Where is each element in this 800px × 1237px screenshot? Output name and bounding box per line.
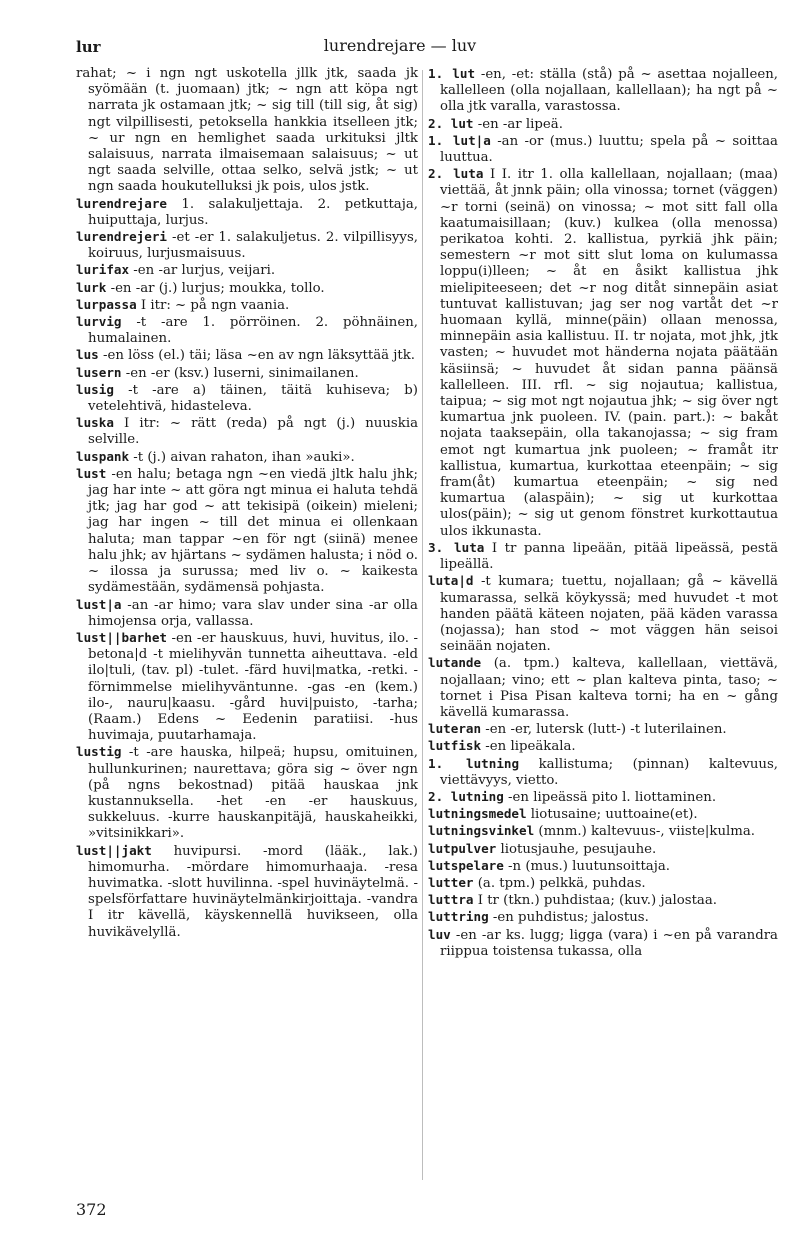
entry-headword: lutningsmedel: [428, 806, 527, 822]
entry-headword: lustig: [76, 744, 122, 760]
entry-headword: lutfisk: [428, 738, 482, 754]
entry-definition: (a. tpm.) kalteva, kallellaan, viettävä, nojallaan; vino; ett ~ plan kalteva pinta, taso; ~ tornet i Pisa Pisan kalteva torni; ha en ~ gång kävellä kumarassa.: [440, 656, 778, 720]
dictionary-entry: [76, 314, 418, 347]
right-column: [428, 66, 778, 960]
dictionary-entry: [428, 927, 778, 960]
dictionary-entry: [428, 540, 778, 573]
entry-definition: -n (mus.) luutunsoittaja.: [503, 858, 670, 874]
entry-definition: -en halu; betaga ngn ~en viedä jltk halu jhk; jag har inte ~ att göra ngt minua ei haluta tehdä jtk; jag har god ~ att tekisipä (oikein) mieleni; jag har ingen ~ till det minua ei ollenkaan haluta; man tappar ~en för ngt (siinä) menee halu jhk; av hjärtans ~ sydämen halusta; i nöd o. ~ ilossa ja surussa; med liv o. ~ kaikesta sydämestään, sydämensä pohjasta.: [88, 466, 418, 596]
entry-definition: I itr: ~ rätt (reda) på ngt (j.) nuuskia selville.: [88, 416, 418, 448]
entry-headword: 1. lutning: [428, 755, 520, 771]
dictionary-entry: [76, 415, 418, 448]
entry-definition: I I. itr 1. olla kallellaan, nojallaan; (maa) viettää, åt jnnk päin; olla vinossa; tornet (väggen) ~r torni (seinä) on vinossa; ~ mot sitt fall olla kaatumaisillaan; (kuv.) kulkea (olla menossa) perikatoa kohti. 2. kallistua, pyrkiä jhk päin; semestern ~r mot sitt slut loma on kulumassa loppu(i)lleen; ~ åt en åsikt kallistua jhk mielipiteeseen; det ~r nog ditåt sinnepäin asiat tuntuvat kallistuvan; jag ser nog vartåt det ~r huomaan kyllä, minne(päin) ollaan menossa, minnepäin asia kallistuu. II. tr nojata, mot jhk, jtk vasten; ~ huvudet mot händerna nojata päätään käsiinsä; ~ huvudet åt sidan panna päänsä kallelleen. III. rfl. ~ sig nojautua; kallistua, taipua; ~ sig mot ngt nojautua jhk; ~ sig över ngt kumartua jnk puoleen. IV. (pain. part.): ~ bakåt nojata taaksepäin, olla takanojassa; ~ sig fram emot ngt kumartua jnk puoleen; ~ framåt itr kallistua, kumartua, kurkottaa eteenpäin; ~ sig fram(åt) kumartua eteenpäin; ~ sig ned kumartua (alaspäin); ~ sig ut kurkottaa ulos(päin); ~ sig ut genom fönstret kurkottautua ulos ikkunasta.: [440, 167, 778, 539]
entry-headword: 1. lut: [428, 66, 476, 81]
entry-headword: lurvig: [76, 314, 122, 330]
entry-headword: 1. lut|a: [428, 132, 491, 148]
dictionary-entry: [76, 66, 418, 196]
entry-headword: luta|d: [428, 573, 474, 589]
dictionary-entry: [428, 133, 778, 166]
entry-definition: -t kumara; tuettu, nojallaan; gå ~ kävellä kumarassa, selkä köykyssä; med huvudet -t mot handen päätä käteen nojaten, pää käden varassa (nojassa); han stod ~ mot väggen hän seisoi seinään nojaten.: [440, 574, 778, 655]
dictionary-entry: [428, 806, 778, 823]
entry-headword: lust|a: [76, 596, 122, 612]
dictionary-entry: [76, 196, 418, 229]
dictionary-entry: [428, 166, 778, 540]
entry-definition: I tr panna lipeään, pitää lipeässä, pestä lipeällä.: [440, 540, 779, 573]
entry-definition: I itr: ~ på ngn vaania.: [136, 297, 290, 313]
entry-headword: lutningsvinkel: [428, 823, 535, 839]
dictionary-entry: [76, 347, 418, 364]
entry-headword: luteran: [428, 721, 482, 737]
entry-headword: 2. luta: [428, 166, 484, 182]
entry-definition: kallistuma; (pinnan) kaltevuus, viettävyys, vietto.: [440, 756, 778, 788]
entry-definition: -t -are hauska, hilpeä; hupsu, omituinen, hullunkurinen; naurettava; göra sig ~ över ngn (på ngns bekostnad) pitää hauskaa jnk kustannuksella. -het -en -er hauskuus, sukkeluus. -kurre hauskanpitäjä, hauskaheikki, »vitsinikkari».: [88, 745, 418, 842]
entry-definition: -en löss (el.) täi; läsa ~en av ngn läksyttää jtk.: [98, 348, 416, 364]
dictionary-entry: [428, 756, 778, 789]
dictionary-entry: [76, 382, 418, 415]
dictionary-entry: [428, 66, 778, 116]
entry-headword: lutter: [428, 874, 474, 890]
entry-definition: liotusaine; uuttoaine(et).: [526, 807, 698, 823]
dictionary-entry: [428, 655, 778, 721]
entry-definition: rahat; ~ i ngn ngt uskotella jllk jtk, saada jk syömään (t. juomaan) jtk; ~ ngn att köpa ngt narrata jk ostamaan jtk; ~ sig till (till sig, åt sig) ngt vilpillisesti, petoksella hankkia itselleen jtk; ~ ur ngn en hemlighet saada urkituksi jltk salaisuus, narrata ilmaisemaan salaisuus; ~ ut ngt saada selville, ottaa selko, selvä jstk; ~ ut ngn saada houkutelluksi jk pois, ulos jstk.: [76, 66, 418, 195]
dictionary-entry: [428, 858, 778, 875]
dictionary-entry: [76, 843, 418, 941]
entry-definition: -en -er, lutersk (lutt-) -t luterilainen.: [481, 722, 727, 738]
left-column: [76, 66, 418, 941]
entry-headword: lutande: [428, 655, 482, 671]
entry-headword: lurk: [76, 279, 107, 295]
entry-definition: -en -er (ksv.) luserni, sinimailanen.: [121, 365, 359, 381]
entry-headword: 2. lut: [428, 115, 474, 131]
entry-headword: lusern: [76, 364, 122, 380]
entry-definition: liotusjauhe, pesujauhe.: [496, 841, 657, 857]
column-divider: [422, 70, 423, 1180]
dictionary-entry: [428, 789, 778, 806]
entry-headword: 2. lutning: [428, 788, 504, 804]
entry-headword: lus: [76, 347, 99, 363]
dictionary-entry: [428, 738, 778, 755]
dictionary-entry: [76, 597, 418, 630]
entry-definition: -an -ar himo; vara slav under sina -ar olla himojensa orja, vallassa.: [88, 597, 418, 629]
entry-headword: lurendrejare: [76, 195, 167, 211]
entry-headword: lusig: [76, 381, 114, 397]
entry-definition: -t (j.) aivan rahaton, ihan »auki».: [129, 449, 355, 465]
dictionary-entry: [76, 229, 418, 262]
dictionary-entry: [428, 573, 778, 655]
entry-definition: -en -ar lipeä.: [473, 116, 563, 132]
dictionary-entry: [76, 449, 418, 466]
dictionary-entry: [428, 721, 778, 738]
dictionary-entry: [76, 630, 418, 744]
entry-headword: 3. luta: [428, 539, 485, 555]
entry-definition: -en lipeäkala.: [481, 739, 576, 755]
entry-definition: -en -er hauskuus, huvi, huvitus, ilo. -betona|d -t mielihyvän tunnetta aiheuttava. -eld ilo|tuli, (tav. pl) -tulet. -färd huvi|matka, -retki. -förnimmelse mielihyväntunne. -gas -en (kem.) ilo-, nauru|kaasu. -gård huvi|puisto, -tarha; (Raam.) Edens ~ Eedenin paratiisi. -hus huvimaja, puutarhamaja.: [88, 630, 418, 744]
dictionary-entry: [428, 116, 778, 133]
entry-headword: lutpulver: [428, 840, 497, 856]
dictionary-entry: [428, 909, 778, 926]
entry-definition: -en puhdistus; jalostus.: [488, 910, 649, 926]
entry-headword: luttring: [428, 909, 489, 925]
entry-definition: huvipursi. -mord (lääk., lak.) himomurha. -mördare himomurhaaja. -resa huvimatka. -slott huvilinna. -spel huvinäytelmä. -spelsförfattare huvinäytelmänkirjoittaja. -vandra I itr kävellä, käyskennellä huvikseen, olla huvikävelyllä.: [88, 843, 418, 940]
entry-definition: -et -er 1. salakuljetus. 2. vilpillisyys, koiruus, lurjusmaisuus.: [88, 230, 418, 262]
entry-definition: -en -ar ks. lugg; ligga (vara) i ~en på varandra riippua toistensa tukassa, olla: [440, 927, 778, 959]
entry-headword: lust: [76, 465, 107, 481]
entry-headword: lust||barhet: [76, 629, 167, 645]
entry-headword: luttra: [428, 892, 474, 908]
dictionary-entry: [76, 280, 418, 297]
entry-definition: -an -or (mus.) luuttu; spela på ~ soittaa luuttua.: [440, 133, 778, 166]
entry-headword: lurifax: [76, 262, 130, 278]
entry-definition: 1. salakuljettaja. 2. petkuttaja, huiputtaja, lurjus.: [88, 196, 418, 228]
entry-headword: luv: [428, 926, 451, 942]
dictionary-entry: [428, 875, 778, 892]
entry-definition: -t -are a) täinen, täitä kuhiseva; b) vetelehtivä, hidasteleva.: [88, 382, 418, 415]
entry-headword: luspank: [76, 448, 130, 464]
dictionary-entry: [76, 297, 418, 314]
running-head-center: lurendrejare — luv: [323, 36, 477, 55]
dictionary-entry: [76, 262, 418, 279]
entry-headword: lust||jakt: [76, 842, 152, 858]
dictionary-entry: [428, 823, 778, 840]
entry-definition: (mnm.) kaltevuus-, viiste|kulma.: [534, 824, 756, 840]
dictionary-entry: [428, 841, 778, 858]
entry-definition: I tr (tkn.) puhdistaa; (kuv.) jalostaa.: [473, 893, 717, 909]
entry-definition: -en lipeässä pito l. liottaminen.: [503, 789, 717, 805]
dictionary-entry: [76, 466, 418, 597]
entry-headword: lutspelare: [428, 857, 504, 873]
page-number: 372: [76, 1200, 107, 1219]
entry-definition: -en, -et: ställa (stå) på ~ asettaa nojalleen, kallelleen (olla nojallaan, kallellaan); ha ngt på ~ olla jtk varalla, varastossa.: [440, 67, 778, 115]
running-head-left: lur: [76, 38, 101, 56]
dictionary-entry: [428, 892, 778, 909]
dictionary-entry: [76, 365, 418, 382]
entry-definition: -en -ar (j.) lurjus; moukka, tollo.: [106, 280, 325, 296]
dictionary-entry: [76, 744, 418, 842]
entry-definition: -en -ar lurjus, veijari.: [129, 263, 276, 279]
entry-headword: lurpassa: [76, 296, 137, 312]
entry-headword: luska: [76, 415, 114, 431]
entry-headword: lurendrejeri: [76, 229, 167, 245]
entry-definition: (a. tpm.) pelkkä, puhdas.: [473, 875, 646, 891]
entry-definition: -t -are 1. pörröinen. 2. pöhnäinen, humalainen.: [88, 315, 418, 347]
